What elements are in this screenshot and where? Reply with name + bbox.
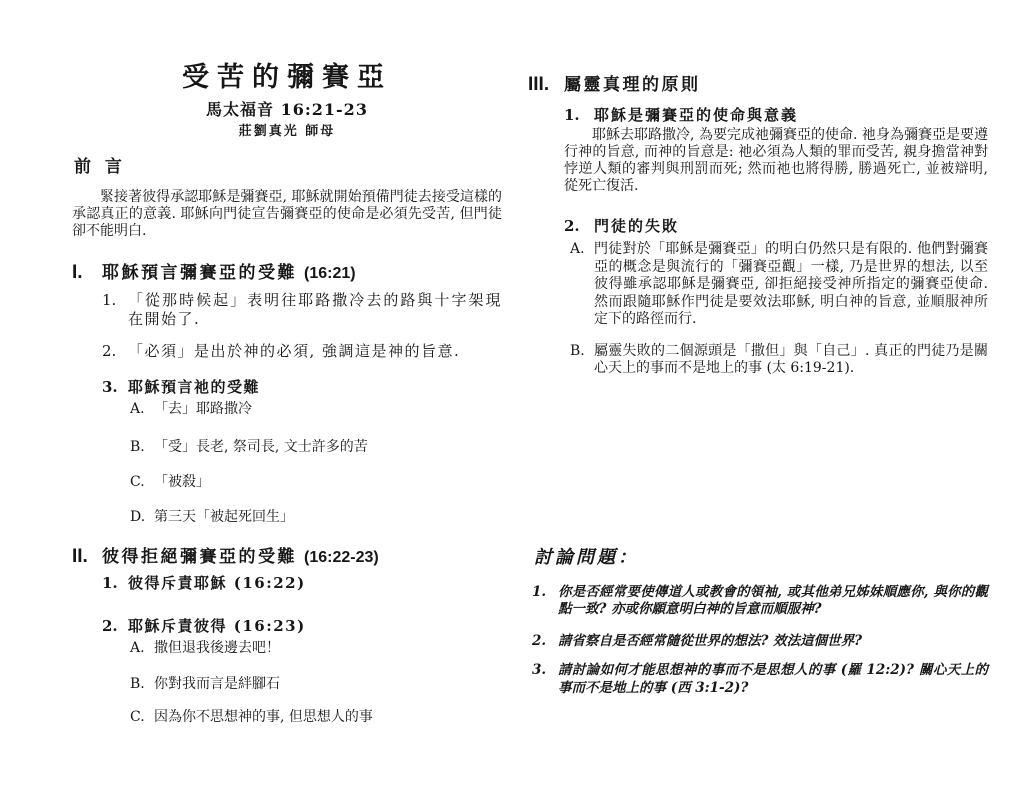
outline-item <box>72 574 502 593</box>
subitem-letter: C. <box>130 709 145 725</box>
question-text: 請省察自是否經常隨從世界的想法? 效法這個世界? <box>558 632 863 649</box>
item-number: 1. <box>102 574 118 592</box>
section-3-title: 屬靈真理的原則 <box>564 75 701 95</box>
right-column <box>528 60 988 697</box>
outline-item <box>528 106 988 125</box>
page-title: 受苦的彌賽亞 <box>182 62 392 93</box>
subitem-letter: D. <box>130 508 146 525</box>
section-3-heading <box>528 70 988 96</box>
item-text: 耶穌斥責彼得 (16:23) <box>128 617 306 635</box>
subitem-letter: A. <box>130 401 145 417</box>
item-number: 2. <box>102 342 117 360</box>
question-text: 請討論如何才能思想神的事而不是思想人的事 (羅 12:2)? 關心天上的事而不是地上的事 (西 3:1-2)? <box>558 662 988 696</box>
outline-subitem <box>72 439 502 457</box>
outline-subitem <box>72 640 502 658</box>
section-1-reference: (16:21) <box>304 265 356 282</box>
outline-subitem <box>72 509 502 527</box>
author-line: 莊劉真光 師母 <box>238 124 336 139</box>
section-3-numeral: III. <box>528 74 550 95</box>
discussion-heading: 討論問題： <box>534 546 639 568</box>
section-2-numeral: II. <box>72 546 88 567</box>
subitem-text: 「被殺」 <box>154 474 210 490</box>
outline-subitem <box>528 241 988 329</box>
outline-subitem <box>72 676 502 694</box>
item-text: 耶穌是彌賽亞的使命與意義 <box>594 106 799 124</box>
left-column <box>72 60 502 727</box>
preface-paragraph: 緊接著彼得承認耶穌是彌賽亞, 耶穌就開始預備門徒去接受這樣的承認真正的意義. 耶穌向門徒宣告彌賽亞的使命是必須先受苦, 但門徒卻不能明白. <box>72 189 502 239</box>
item-text: 「必須」是出於神的必須, 強調這是神的旨意. <box>128 342 461 360</box>
item-number: 2. <box>564 217 580 235</box>
subitem-text: 撒但退我後邊去吧！ <box>154 640 280 656</box>
subitem-letter: C. <box>130 474 145 490</box>
discussion-question <box>528 662 988 697</box>
outline-subitem <box>528 343 988 378</box>
question-number: 2. <box>532 632 547 649</box>
question-text: 你是否經常要使傳道人或教會的領袖, 或其他弟兄姊妹順應你, 與你的觀點一致? 亦或你願意明白神的旨意而順服神? <box>558 583 988 617</box>
subitem-letter: B. <box>130 675 145 692</box>
outline-item <box>72 617 502 636</box>
section-2-reference: (16:22-23) <box>304 549 379 566</box>
section-2-title: 彼得拒絕彌賽亞的受難 <box>102 547 297 567</box>
subitem-letter: B. <box>570 342 585 359</box>
subitem-text: 你對我而言是絆腳石 <box>154 675 280 692</box>
subitem-text: 「去」耶路撒冷 <box>154 401 252 417</box>
subitem-letter: B. <box>130 438 145 455</box>
item-text: 耶穌預言祂的受難 <box>128 378 261 396</box>
item-number: 2. <box>102 617 118 635</box>
item-number: 1. <box>102 291 117 309</box>
scripture-reference: 馬太福音 16:21-23 <box>206 100 368 119</box>
outline-item <box>528 217 988 236</box>
question-number: 1. <box>532 583 547 600</box>
discussion-question <box>528 633 988 651</box>
outline-item <box>72 378 502 397</box>
outline-subitem <box>72 474 502 492</box>
item-text: 門徒的失敗 <box>594 217 680 235</box>
section-2-heading <box>72 542 502 568</box>
item-paragraph: 耶穌去耶路撒冷, 為要完成祂彌賽亞的使命. 祂身為彌賽亞是要遵行神的旨意, 而神的旨意是: 祂必須為人類的罪而受苦, 親身擔當神對悖逆人類的審判與刑罰而死; 然而祂也將得勝, 勝過死亡, 並被辯明, 從死亡復活. <box>564 127 988 194</box>
preface-heading: 前 言 <box>74 157 126 177</box>
section-1-numeral: I. <box>72 262 83 283</box>
item-text: 彼得斥責耶穌 (16:22) <box>128 574 306 592</box>
section-1-title: 耶穌預言彌賽亞的受難 <box>102 263 297 283</box>
item-number: 3. <box>102 378 118 396</box>
outline-subitem <box>72 709 502 727</box>
item-number: 1. <box>564 106 580 124</box>
outline-item <box>72 342 502 361</box>
outline-item <box>72 291 502 329</box>
outline-subitem <box>72 401 502 419</box>
item-text: 「從那時候起」表明往耶路撒冷去的路與十字架現在開始了. <box>128 291 502 328</box>
discussion-question <box>528 584 988 619</box>
subitem-text: 「受」長老, 祭司長, 文士許多的苦 <box>154 438 368 455</box>
subitem-text: 第三天「被起死回生」 <box>154 508 294 525</box>
subitem-text: 屬靈失敗的二個源頭是「撒但」與「自己」. 真正的門徒乃是關心天上的事而不是地上的事 (太 6:19-21). <box>594 342 988 376</box>
question-number: 3. <box>532 662 547 678</box>
subitem-text: 門徒對於「耶穌是彌賽亞」的明白仍然只是有限的. 他們對彌賽亞的概念是與流行的「彌賽亞觀」一樣, 乃是世界的想法, 以至彼得雖承認耶穌是彌賽亞, 卻拒絕接受神所指定的彌賽亞使命. 然而跟隨耶穌作門徒是要效法耶穌, 明白神的旨意, 並順服神所定下的路徑而行. <box>594 241 988 327</box>
section-1-heading <box>72 258 502 284</box>
subitem-letter: A. <box>130 640 145 656</box>
subitem-letter: A. <box>570 241 585 257</box>
subitem-text: 因為你不思想神的事, 但思想人的事 <box>154 709 373 725</box>
